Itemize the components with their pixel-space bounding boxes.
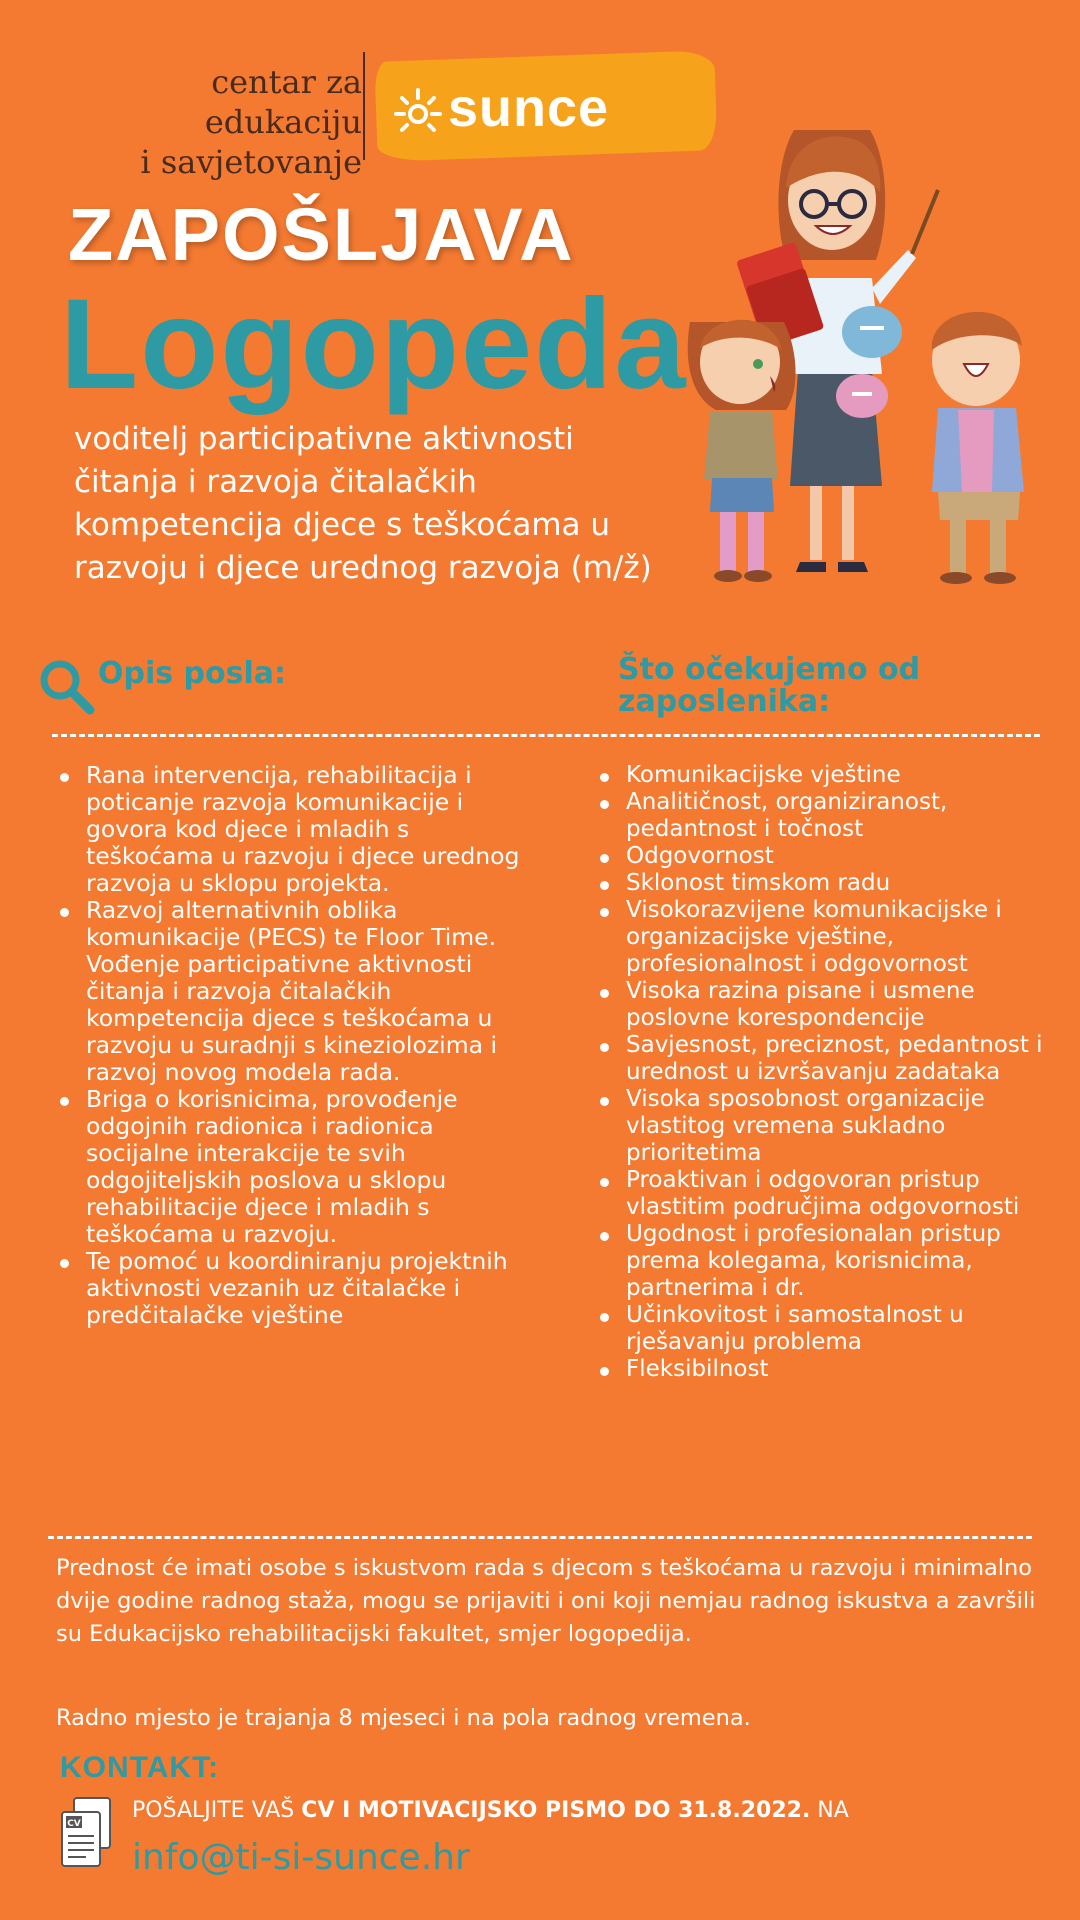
expectations-list [596, 762, 1046, 1383]
section-divider-bottom [48, 1536, 1032, 1539]
position-subtitle: voditelj participativne aktivnosti čitanja i razvoja čitalačkih kompetencija djece s teškoćama u razvoju i djece urednog razvoja (m/ž) [74, 421, 652, 586]
section-divider-top [52, 734, 1040, 737]
logo-divider [363, 52, 365, 160]
contact-deadline: CV I MOTIVACIJSKO PISMO DO 31.8.2022. [301, 1798, 811, 1823]
teacher-children-illustration [676, 100, 1048, 620]
list-item: Proaktivan i odgovoran pristup vlastitim područjima odgovornosti [596, 1167, 1046, 1221]
org-name-line2: i savjetovanje [140, 143, 362, 181]
list-item: Visoka sposobnost organizacije vlastitog vremena sukladno prioritetima [596, 1086, 1046, 1167]
list-item: Te pomoć u koordiniranju projektnih aktivnosti vezanih uz čitalačke i predčitalačke vještine [56, 1248, 526, 1329]
contact-suffix: NA [810, 1798, 849, 1823]
list-item: Rana intervencija, rehabilitacija i poticanje razvoja komunikacije i govora kod djece i mladih s teškoćama u razvoju i djece urednog razvoja u sklopu projekta. [56, 762, 526, 897]
list-item: Analitičnost, organiziranost, pedantnost i točnost [596, 789, 1046, 843]
list-item: Odgovornost [596, 843, 1046, 870]
list-item: Savjesnost, preciznost, pedantnost i urednost u izvršavanju zadataka [596, 1032, 1046, 1086]
contact-title: KONTAKT: [60, 1751, 220, 1784]
org-name-line1: centar za edukaciju [204, 63, 362, 141]
contact-prefix: POŠALJITE VAŠ [132, 1798, 302, 1823]
expectations-title: Što očekujemo od zaposlenika: [618, 652, 921, 719]
logo-text: sunce [448, 78, 610, 138]
list-item: Sklonost timskom radu [596, 870, 1046, 897]
advantage-note: Prednost će imati osobe s iskustvom rada s djecom s teškoćama u razvoju i minimalno dvije godine radnog staža, mogu se prijaviti i oni koji nemjau radnog iskustva a završili su Edukacijsko rehabilitacijski fakultet, smjer logopedija. [56, 1555, 1036, 1647]
cv-document-icon [60, 1796, 112, 1868]
search-icon [36, 656, 96, 716]
sun-icon [392, 86, 444, 138]
contact-email-link[interactable]: info@ti-si-sunce.hr [132, 1837, 470, 1878]
list-item: Razvoj alternativnih oblika komunikacije (PECS) te Floor Time. Vođenje participativne aktivnosti čitanja i razvoja čitalačkih kompetencija djece s teškoćama u razvoju u suradnji s kineziolozima i razvoj novog modela rada. [56, 897, 526, 1086]
organization-name [62, 62, 362, 182]
cv-icon-label: CV [67, 1819, 81, 1829]
list-item: Visoka razina pisane i usmene poslovne korespondencije [596, 978, 1046, 1032]
list-item: Fleksibilnost [596, 1356, 1046, 1383]
job-description-list [56, 762, 526, 1329]
job-description-title: Opis posla: [98, 656, 287, 691]
list-item: Ugodnost i profesionalan pristup prema kolegama, korisnicima, partnerima i dr. [596, 1221, 1046, 1302]
list-item: Briga o korisnicima, provođenje odgojnih radionica i radionica socijalne interakcije te svih odgojiteljskih poslova u sklopu rehabilitacije djece i mladih s teškoćama u razvoju. [56, 1086, 526, 1248]
duration-note: Radno mjesto je trajanja 8 mjeseci i na pola radnog vremena. [56, 1705, 751, 1731]
headline-hiring: ZAPOŠLJAVA [68, 193, 575, 276]
headline-position: Logopeda [60, 273, 688, 416]
list-item: Učinkovitost i samostalnost u rješavanju problema [596, 1302, 1046, 1356]
list-item: Komunikacijske vještine [596, 762, 1046, 789]
contact-instruction [132, 1796, 1032, 1826]
list-item: Visokorazvijene komunikacijske i organizacijske vještine, profesionalnost i odgovornost [596, 897, 1046, 978]
